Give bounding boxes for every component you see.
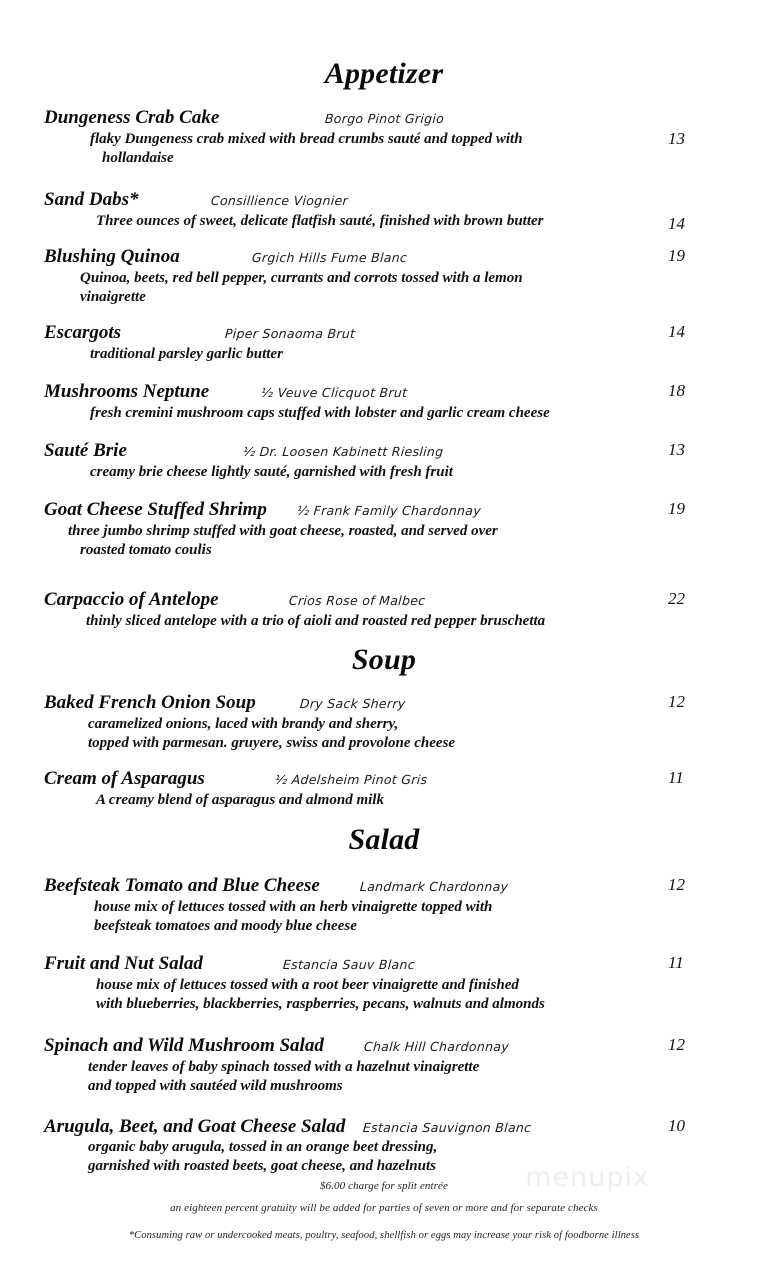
description-line: Three ounces of sweet, delicate flatfish sauté, finished with brown butter [96,212,544,229]
menu-item[interactable] [0,1115,768,1177]
description-line: beefsteak tomatoes and moody blue cheese [94,918,357,935]
description-line: vinaigrette [80,289,146,305]
menu-item[interactable] [0,498,768,560]
menu-item-name: Cream of Asparagus [44,768,205,790]
menu-section-salad [0,810,768,1177]
menu-item-price: 13 [668,440,685,460]
description-line: three jumbo shrimp stuffed with goat cheese, roasted, and served over [68,522,498,539]
menu-item-header [0,498,768,522]
menu-item-price: 22 [668,589,685,609]
menu-item-description [68,522,628,560]
menu-item-description [90,130,650,168]
menu-item-name: Goat Cheese Stuffed Shrimp [44,499,267,520]
menu-item-wine-pairing: Grgich Hills Fume Blanc [251,250,408,266]
menu-item[interactable] [0,691,768,753]
menu-section-appetizer [0,0,768,631]
menu-item[interactable] [0,1034,768,1096]
description-line: creamy brie cheese lightly sauté, garnished with fresh fruit [90,463,453,480]
footer-raw-food-warning: *Consuming raw or undercooked meats, poultry, seafood, shellfish or eggs may increase your risk of foodborne illness [128,1230,640,1242]
menu-item-description [88,1058,648,1096]
menu-item-price: 18 [668,381,685,401]
menu-item-description [88,715,648,753]
section-items-soup [0,691,768,810]
menu-item[interactable] [0,188,768,234]
menu-item-price: 14 [668,214,685,234]
menu-item-price: 12 [668,692,685,712]
menu-item-name: Beefsteak Tomato and Blue Cheese [44,875,320,897]
menu-item[interactable] [0,106,768,168]
menu-item-description [90,463,650,482]
menu-item-wine-pairing: Borgo Pinot Grigio [324,111,445,126]
menu-item-name: Fruit and Nut Salad [44,953,203,975]
menu-footer [0,1180,768,1243]
menu-item[interactable] [0,767,768,810]
menu-item-wine-pairing: Consillience Viognier [209,193,349,209]
menu-item-header [0,245,768,269]
section-heading-soup: Soup [351,643,417,677]
description-line: and topped with sautéed wild mushrooms [88,1078,343,1095]
menu-item-wine-pairing: Estancia Sauv Blanc [282,957,416,973]
menu-item-name: Spinach and Wild Mushroom Salad [44,1035,324,1057]
menu-item-price: 11 [668,768,684,788]
menu-item-name: Dungeness Crab Cake [44,107,220,128]
menu-item-name: Baked French Onion Soup [44,692,256,714]
menu-item-name: Sand Dabs* [44,189,139,211]
description-line: garnished with roasted beets, goat cheese, and hazelnuts [88,1158,436,1175]
menu-item-header [0,767,768,791]
section-heading-appetizer: Appetizer [324,57,444,90]
description-line: house mix of lettuces tossed with a root beer vinaigrette and finished [96,977,519,993]
menu-item-price: 10 [668,1115,685,1135]
menu-item-wine-pairing: Chalk Hill Chardonnay [363,1039,510,1055]
menu-item-description [96,976,656,1014]
menu-item[interactable] [0,245,768,307]
description-line: topped with parmesan. gruyere, swiss and provolone cheese [88,735,456,751]
menu-item-description [88,1138,648,1176]
description-line: hollandaise [102,149,174,166]
menu-item-name: Arugula, Beet, and Goat Cheese Salad [44,1115,346,1137]
menu-item-header [0,952,768,976]
menu-item-description [94,898,654,936]
description-line: roasted tomato coulis [80,541,212,558]
section-items-appetizer [0,106,768,631]
section-items-salad [0,874,768,1177]
menu-item-header [0,874,768,898]
footer-split-entree-note: $6.00 charge for split entrée [319,1180,449,1193]
menu-item-description [96,791,656,810]
menu-item-wine-pairing: Estancia Sauvignon Blanc [362,1119,533,1135]
menu-item-header [0,1034,768,1058]
description-line: Quinoa, beets, red bell pepper, currants and corrots tossed with a lemon [80,269,523,286]
menu-item[interactable] [0,380,768,423]
description-line: A creamy blend of asparagus and almond milk [96,791,384,808]
menu-item-name: Mushrooms Neptune [44,381,210,403]
menu-item-wine-pairing: Dry Sack Sherry [299,696,406,712]
menu-item[interactable] [0,588,768,631]
menu-item-name: Blushing Quinoa [44,246,180,268]
menu-section-soup [0,631,768,810]
menu-item-description [96,212,656,231]
section-heading-salad: Salad [348,823,420,857]
menu-item-wine-pairing: ½ Dr. Loosen Kabinett Riesling [242,444,444,460]
menu-item-price: 12 [668,875,685,895]
menu-item-name: Escargots [44,322,122,344]
menu-item-header [0,1115,768,1139]
description-line: thinly sliced antelope with a trio of aioli and roasted red pepper bruschetta [86,612,546,629]
description-line: with blueberries, blackberries, raspberries, pecans, walnuts and almonds [96,996,545,1013]
menu-item-wine-pairing: ½ Adelsheim Pinot Gris [274,772,428,788]
menu-item[interactable] [0,321,768,364]
menu-item-wine-pairing: Crios Rose of Malbec [287,593,426,609]
description-line: tender leaves of baby spinach tossed with a hazelnut vinaigrette [88,1059,480,1076]
menu-item-wine-pairing: Landmark Chardonnay [359,879,509,895]
menu-item[interactable] [0,874,768,936]
footer-gratuity-note: an eighteen percent gratuity will be added for parties of seven or more and for separate checks [170,1202,598,1215]
menu-item-header [0,588,768,612]
menu-item-description [86,612,646,631]
menu-item-header [0,321,768,345]
description-line: flaky Dungeness crab mixed with bread crumbs sauté and topped with [90,130,523,147]
menu-item-price: 11 [668,953,684,973]
description-line: organic baby arugula, tossed in an orange beet dressing, [88,1139,438,1156]
menu-item-description [80,269,640,307]
menu-item-price: 19 [668,499,685,518]
menupix-watermark: menupix [525,1162,650,1193]
menu-item-price: 12 [668,1035,685,1055]
menu-item-wine-pairing: ½ Frank Family Chardonnay [296,503,482,518]
description-line: traditional parsley garlic butter [90,345,283,362]
menu-item-description [90,404,650,423]
menu-item-wine-pairing: Piper Sonaoma Brut [224,326,356,342]
menu-item-header [0,439,768,463]
menu-item-header [0,380,768,404]
menu-item-header [0,691,768,715]
menu-item-description [90,345,650,364]
menu-item[interactable] [0,439,768,482]
menu-item[interactable] [0,952,768,1014]
description-line: house mix of lettuces tossed with an herb vinaigrette topped with [94,898,493,915]
menu-item-price: 19 [668,246,685,266]
menu-item-name: Carpaccio of Antelope [44,589,219,611]
menu-item-name: Sauté Brie [44,440,127,462]
menu-item-price: 14 [668,322,685,342]
description-line: fresh cremini mushroom caps stuffed with lobster and garlic cream cheese [90,404,550,421]
menu-item-wine-pairing: ½ Veuve Clicquot Brut [260,385,409,401]
description-line: caramelized onions, laced with brandy and sherry, [88,715,399,732]
menu-item-price: 13 [668,129,685,148]
